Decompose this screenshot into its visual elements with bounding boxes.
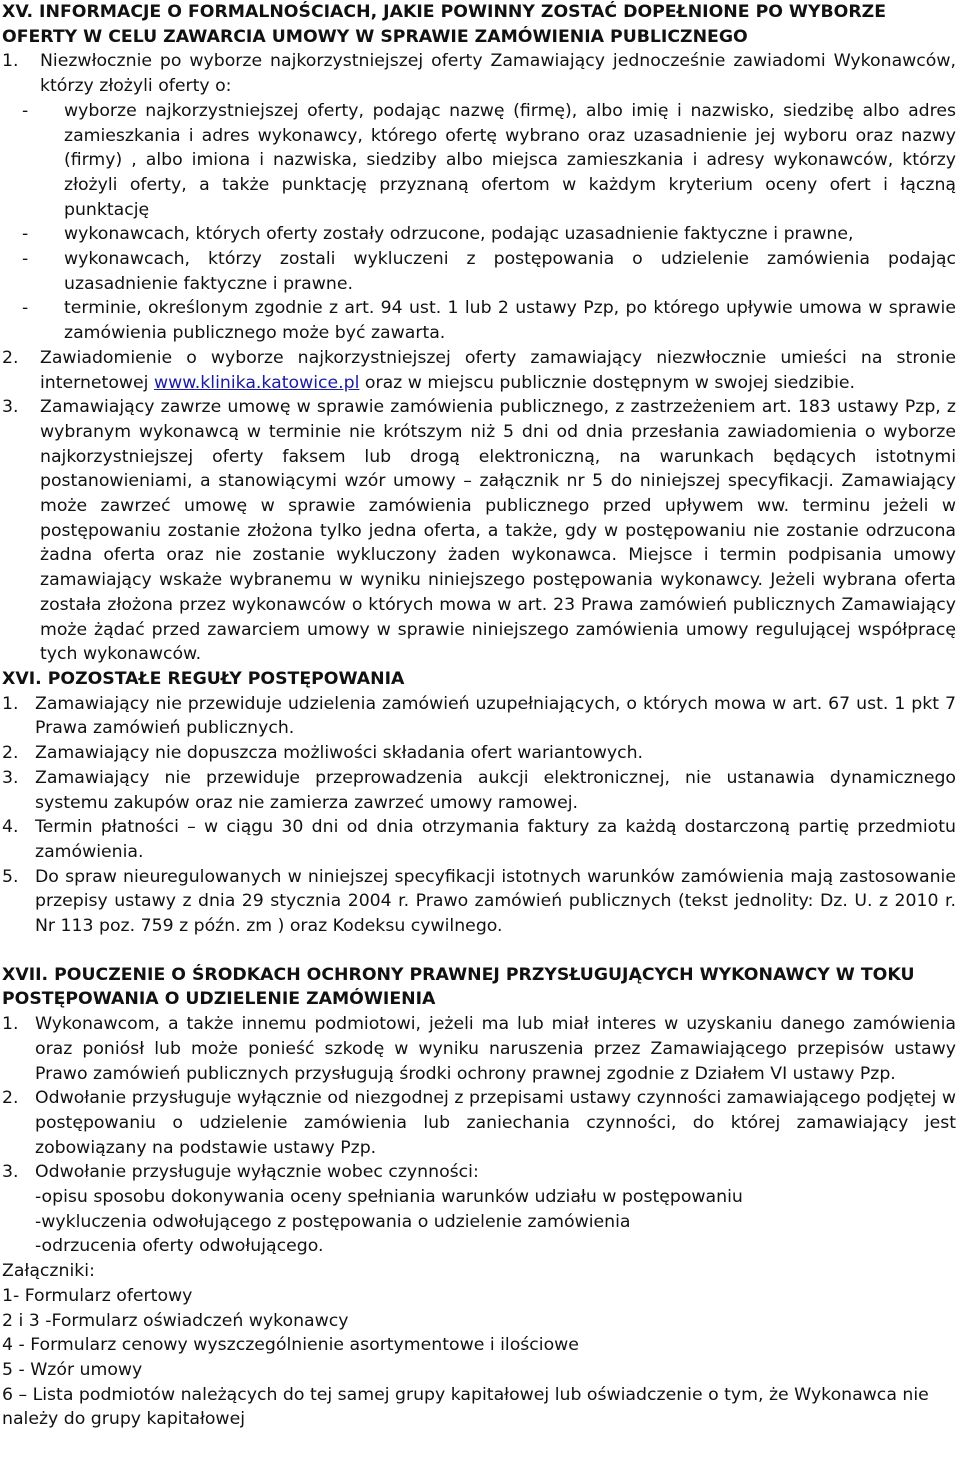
s17-item-2 — [2, 1086, 956, 1160]
dash-text: wykonawcach, których oferty zostały odrzucone, podając uzasadnienie faktyczne i prawne, — [64, 224, 854, 245]
s15-dash-item-2 — [2, 222, 956, 247]
item-text: Niezwłocznie po wyborze najkorzystniejszej oferty Zamawiający jednocześnie zawiadomi Wykonawców, którzy złożyli oferty o: — [40, 51, 956, 97]
item-number: 1. — [2, 693, 19, 714]
item-number: 4. — [2, 817, 19, 838]
sub-item: -opisu sposobu dokonywania oceny spełniania warunków udziału w postępowaniu — [35, 1187, 743, 1208]
dash-text: wykonawcach, którzy zostali wykluczeni z postępowania o udzielenie zamówienia podając uzasadnienie faktyczne i prawne. — [64, 249, 956, 294]
section-xvii-heading: XVII. POUCZENIE O ŚRODKACH OCHRONY PRAWNEJ PRZYSŁUGUJĄCYCH WYKONAWCY W TOKU POSTĘPOWANIA O UDZIELENIE ZAMÓWIENIA — [2, 964, 915, 1010]
item-number: 2. — [2, 743, 19, 764]
s15-dash-item-1 — [2, 99, 956, 223]
s16-item-2 — [2, 741, 956, 766]
attachment-item: 2 i 3 -Formularz oświadczeń wykonawcy — [2, 1310, 349, 1331]
item-text: Zamawiający nie przewiduje udzielenia zamówień uzupełniających, o których mowa w art. 67 ust. 1 pkt 7 Prawa zamówień publicznych. — [35, 693, 956, 739]
dash-marker: - — [22, 224, 29, 245]
s15-dash-item-4 — [2, 296, 956, 345]
dash-marker: - — [22, 298, 29, 319]
s16-item-5 — [2, 865, 956, 939]
s15-item-2 — [2, 346, 956, 395]
s17-item-1 — [2, 1012, 956, 1086]
item-text: Zamawiający nie dopuszcza możliwości składania ofert wariantowych. — [35, 743, 644, 764]
section-spacer — [2, 939, 956, 963]
s15-dash-item-3 — [2, 247, 956, 296]
item-number: 2. — [2, 347, 19, 368]
item-number: 5. — [2, 866, 19, 887]
s16-item-1 — [2, 692, 956, 741]
item-text: Zamawiający zawrze umowę w sprawie zamówienia publicznego, z zastrzeżeniem art. 183 ustawy Pzp, z wybranym wykonawcą w terminie nie krótszym niż 5 dni od dnia przesłania zawiadomienia o wyborze najkorzystniejszej oferty faksem lub drogą elektroniczną, na warunkach będących istotnymi postanowieniami, a stanowiącymi wzór umowy – załącznik nr 5 do niniejszej specyfikacji. Zamawiający może zawrzeć umowę w sprawie zamówienia publicznego przed upływem ww. terminu jeżeli w postępowaniu zostanie złożona tylko jedna oferta, a także, gdy w postępowaniu nie zostanie odrzucona żadna oferta oraz nie zostanie wykluczony żaden wykonawca. Miejsce i termin podpisania umowy zamawiający wskaże wybranemu w wyniku niniejszego postępowania wykonawcy. Jeżeli wybrana oferta została złożona przez wykonawców o których mowa w art. 23 Prawa zamówień publicznych Zamawiający może żądać przed zawarciem umowy w sprawie niniejszego zamówienia umowy regulującej współpracę tych wykonawców. — [40, 397, 956, 665]
item-text: Zamawiający nie przewiduje przeprowadzenia aukcji elektronicznej, nie ustanawia dynamicznego systemu zakupów oraz nie zamierza zawrzeć umowy ramowej. — [35, 767, 956, 813]
sub-item: -wykluczenia odwołującego z postępowania o udzielenie zamówienia — [35, 1211, 631, 1232]
attachment-item: 1- Formularz ofertowy — [2, 1285, 193, 1306]
item-text: Wykonawcom, a także innemu podmiotowi, jeżeli ma lub miał interes w uzyskaniu danego zamówienia oraz poniósł lub może ponieść szkodę w wyniku naruszenia przez Zamawiającego przepisów ustawy Prawo zamówień publicznych przysługują środki ochrony prawnej zgodnie z Działem VI ustawy Pzp. — [35, 1014, 956, 1084]
dash-text: wyborze najkorzystniejszej oferty, podając nazwę (firmę), albo imię i nazwisko, siedzibę albo adres zamieszkania i adres wykonawcy, którego ofertę wybrano oraz uzasadnienie jej wyboru oraz nazwy (firmy) , albo imiona i nazwiska, siedziby albo miejsca zamieszkania i adresy wykonawców, którzy złożyli oferty, a także punktację przyznaną ofertom w każdym kryterium oceny ofert i łączną punktację — [64, 100, 956, 220]
item-text-part: oraz w miejscu publicznie dostępnym w swojej siedzibie. — [364, 372, 856, 393]
document-page — [2, 0, 956, 1432]
item-text: Do spraw nieuregulowanych w niniejszej specyfikacji istotnych warunków zamówienia mają zastosowanie przepisy ustawy z dnia 29 stycznia 2004 r. Prawo zamówień publicznych (tekst jednolity: Dz. U. z 2010 r. Nr 113 poz. 759 z późn. zm ) oraz Kodeksu cywilnego. — [35, 866, 956, 937]
item-text-part: Zawiadomienie o wyborze najkorzystniejszej oferty zamawiający niezwłocznie umieści na stronie internetowej — [40, 347, 956, 393]
item-number: 2. — [2, 1088, 19, 1109]
website-link[interactable]: www.klinika.katowice.pl — [153, 372, 360, 393]
s16-item-3 — [2, 766, 956, 815]
section-xv-heading: XV. INFORMACJE O FORMALNOŚCIACH, JAKIE POWINNY ZOSTAĆ DOPEŁNIONE PO WYBORZE OFERTY W CELU ZAWARCIA UMOWY W SPRAWIE ZAMÓWIENIA PUBLICZNEGO — [2, 2, 887, 47]
item-text: Odwołanie przysługuje wyłącznie od niezgodnej z przepisami ustawy czynności zamawiającego podjętej w postępowaniu o udzielenie zamówienia lub zaniechania czynności, do której zamawiający jest zobowiązany na podstawie ustawy Pzp. — [35, 1088, 956, 1158]
dash-marker: - — [22, 100, 29, 121]
item-number: 3. — [2, 397, 19, 418]
attachments-label: Załączniki: — [2, 1261, 95, 1282]
s15-item-1 — [2, 49, 956, 98]
section-xvi-heading: XVI. POZOSTAŁE REGUŁY POSTĘPOWANIA — [2, 668, 405, 689]
sub-item: -odrzucenia oferty odwołującego. — [35, 1236, 324, 1257]
item-number: 1. — [2, 51, 19, 72]
item-text: Odwołanie przysługuje wyłącznie wobec czynności: — [35, 1162, 479, 1183]
s16-item-4 — [2, 815, 956, 864]
dash-text: terminie, określonym zgodnie z art. 94 ust. 1 lub 2 ustawy Pzp, po którego upływie umowa w sprawie zamówienia publicznego może być zawarta. — [64, 298, 956, 344]
attachment-item: 6 – Lista podmiotów należących do tej samej grupy kapitałowej lub oświadczenie o tym, że Wykonawca nie należy do grupy kapitałowej — [2, 1384, 929, 1430]
item-text: Termin płatności – w ciągu 30 dni od dnia otrzymania faktury za każdą dostarczoną partię przedmiotu zamówienia. — [35, 817, 956, 862]
item-number: 1. — [2, 1014, 19, 1035]
dash-marker: - — [22, 249, 29, 270]
s15-item-3 — [2, 395, 956, 667]
s17-item-3 — [2, 1160, 956, 1259]
item-number: 3. — [2, 767, 19, 788]
item-text — [40, 346, 956, 395]
item-number: 3. — [2, 1162, 19, 1183]
attachment-item: 5 - Wzór umowy — [2, 1359, 143, 1380]
attachment-item: 4 - Formularz cenowy wyszczególnienie asortymentowe i ilościowe — [2, 1335, 579, 1356]
